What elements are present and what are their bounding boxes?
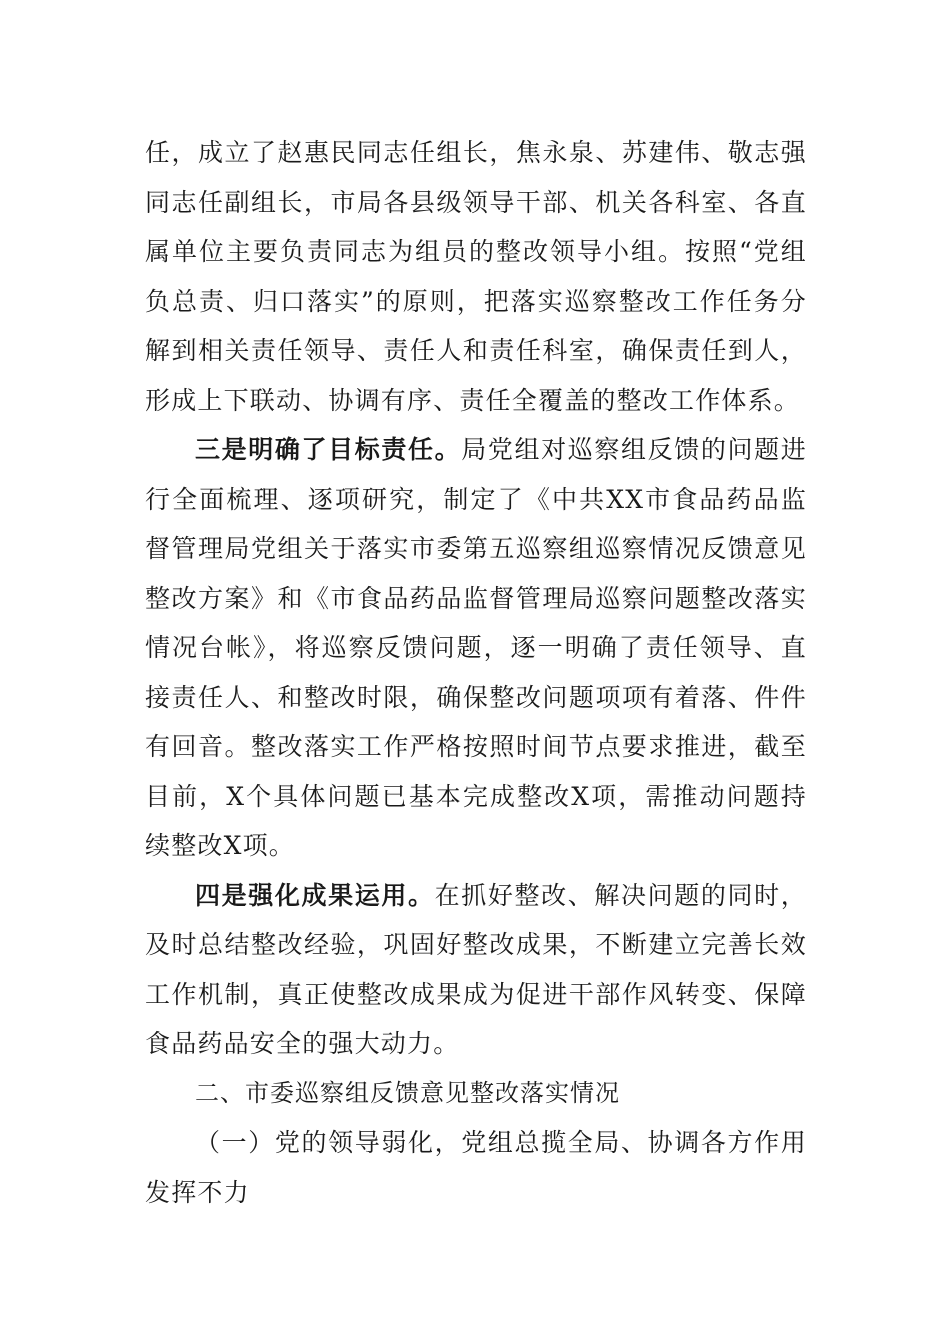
paragraph-text: 在抓好整改、解决问题的同时，及时总结整改经验，巩固好整改成果，不断建立完善长效工作机制，真正使整改成果成为促进干部作风转变、保障食品药品安全的强大动力。 — [145, 880, 807, 1058]
paragraph-lead: 四是强化成果运用。 — [195, 880, 435, 910]
paragraph-text: 局党组对巡察组反馈的问题进行全面梳理、逐项研究，制定了《中共XX市食品药品监督管理局党组关于落实市委第五巡察组巡察情况反馈意见整改方案》和《市食品药品监督管理局巡察问题整改落实情况台帐》，将巡察反馈问题，逐一明确了责任领导、直接责任人、和整改时限，确保整改问题项项有着落、件件有回音。整改落实工作严格按照时间节点要求推进，截至目前，X个具体问题已基本完成整改X项，需推动问题持续整改X项。 — [145, 435, 807, 860]
paragraph-target-responsibility — [145, 425, 807, 871]
document-body — [145, 128, 807, 1217]
paragraph-text: 任，成立了赵惠民同志任组长，焦永泉、苏建伟、敬志强同志任副组长，市局各县级领导干部、机关各科室、各直属单位主要负责同志为组员的整改领导小组。按照“党组负总责、归口落实”的原则，把落实巡察整改工作任务分解到相关责任领导、责任人和责任科室，确保责任到人，形成上下联动、协调有序、责任全覆盖的整改工作体系。 — [145, 138, 807, 415]
paragraph-result-application — [145, 871, 807, 1069]
paragraph-lead: 三是明确了目标责任。 — [195, 435, 462, 464]
sub-heading: （一）党的领导弱化，党组总揽全局、协调各方作用发挥不力 — [145, 1128, 807, 1207]
section-heading: 二、市委巡察组反馈意见整改落实情况 — [195, 1078, 620, 1107]
paragraph-leadership-group — [145, 128, 807, 425]
